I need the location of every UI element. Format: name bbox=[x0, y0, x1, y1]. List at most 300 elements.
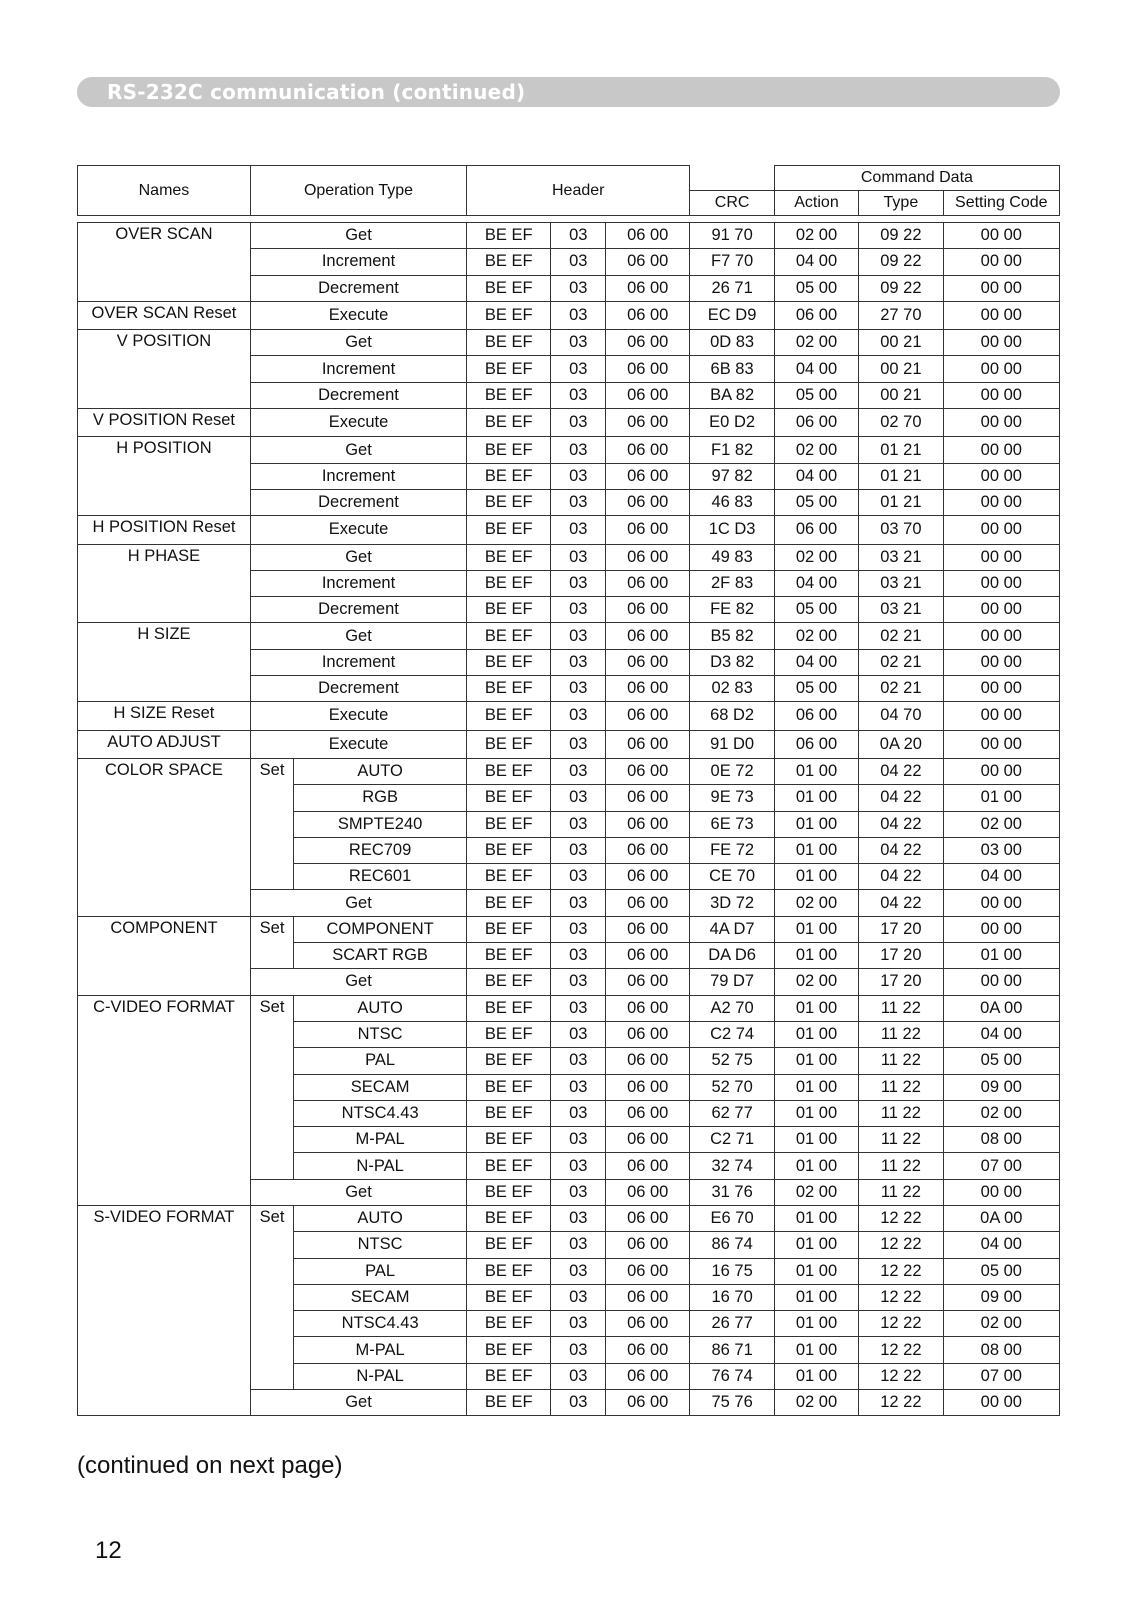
header-byte-2: 03 bbox=[551, 837, 606, 863]
type-value: 03 21 bbox=[859, 544, 943, 570]
setting-code-value: 00 00 bbox=[943, 702, 1059, 730]
setting-code-value: 00 00 bbox=[943, 437, 1059, 463]
action-value: 06 00 bbox=[774, 730, 858, 758]
header-byte-1: BE EF bbox=[467, 409, 551, 437]
action-value: 01 00 bbox=[774, 837, 858, 863]
header-byte-2: 03 bbox=[551, 437, 606, 463]
header-byte-3: 06 00 bbox=[606, 758, 690, 784]
setting-code-value: 00 00 bbox=[943, 570, 1059, 596]
header-byte-2: 03 bbox=[551, 223, 606, 249]
crc-value: 16 70 bbox=[690, 1284, 774, 1310]
crc-value: C2 74 bbox=[690, 1021, 774, 1047]
action-value: 06 00 bbox=[774, 516, 858, 544]
header-byte-3: 06 00 bbox=[606, 275, 690, 301]
operation-value: Get bbox=[250, 330, 466, 356]
setting-code-value: 02 00 bbox=[943, 1311, 1059, 1337]
header-byte-3: 06 00 bbox=[606, 702, 690, 730]
crc-value: 49 83 bbox=[690, 544, 774, 570]
crc-value: 76 74 bbox=[690, 1363, 774, 1389]
setting-code-value: 00 00 bbox=[943, 489, 1059, 515]
section-banner bbox=[77, 77, 1060, 107]
crc-value: 68 D2 bbox=[690, 702, 774, 730]
type-value: 11 22 bbox=[859, 1100, 943, 1126]
header-byte-1: BE EF bbox=[467, 1074, 551, 1100]
header-byte-3: 06 00 bbox=[606, 1048, 690, 1074]
operation-value: Get bbox=[250, 544, 466, 570]
header-byte-1: BE EF bbox=[467, 969, 551, 995]
header-byte-2: 03 bbox=[551, 570, 606, 596]
action-value: 01 00 bbox=[774, 916, 858, 942]
header-byte-1: BE EF bbox=[467, 811, 551, 837]
type-value: 11 22 bbox=[859, 1153, 943, 1179]
type-value: 12 22 bbox=[859, 1311, 943, 1337]
type-value: 01 21 bbox=[859, 463, 943, 489]
table-row bbox=[78, 437, 1060, 463]
table-row bbox=[78, 730, 1060, 758]
header-byte-1: BE EF bbox=[467, 1100, 551, 1126]
operation-value: Execute bbox=[250, 702, 466, 730]
operation-value: Execute bbox=[250, 730, 466, 758]
header-byte-2: 03 bbox=[551, 943, 606, 969]
row-name: S-VIDEO FORMAT bbox=[78, 1205, 251, 1415]
header-byte-1: BE EF bbox=[467, 702, 551, 730]
header-byte-3: 06 00 bbox=[606, 1021, 690, 1047]
header-command-data: Command Data bbox=[774, 166, 1059, 191]
operation-value: M-PAL bbox=[294, 1127, 467, 1153]
action-value: 01 00 bbox=[774, 864, 858, 890]
type-value: 12 22 bbox=[859, 1232, 943, 1258]
setting-code-value: 09 00 bbox=[943, 1074, 1059, 1100]
header-byte-1: BE EF bbox=[467, 301, 551, 329]
action-value: 01 00 bbox=[774, 995, 858, 1021]
header-byte-2: 03 bbox=[551, 489, 606, 515]
header-byte-1: BE EF bbox=[467, 649, 551, 675]
header-byte-3: 06 00 bbox=[606, 1284, 690, 1310]
action-value: 01 00 bbox=[774, 1127, 858, 1153]
header-byte-3: 06 00 bbox=[606, 570, 690, 596]
setting-code-value: 09 00 bbox=[943, 1284, 1059, 1310]
header-byte-3: 06 00 bbox=[606, 356, 690, 382]
table-row bbox=[78, 544, 1060, 570]
header-byte-3: 06 00 bbox=[606, 1337, 690, 1363]
header-byte-1: BE EF bbox=[467, 249, 551, 275]
header-byte-2: 03 bbox=[551, 1311, 606, 1337]
header-byte-2: 03 bbox=[551, 1074, 606, 1100]
operation-value: Decrement bbox=[250, 676, 466, 702]
header-byte-2: 03 bbox=[551, 969, 606, 995]
table-row bbox=[78, 301, 1060, 329]
type-value: 04 70 bbox=[859, 702, 943, 730]
type-value: 01 21 bbox=[859, 437, 943, 463]
header-byte-3: 06 00 bbox=[606, 943, 690, 969]
type-value: 00 21 bbox=[859, 382, 943, 408]
set-label: Set bbox=[250, 995, 293, 1179]
header-byte-2: 03 bbox=[551, 275, 606, 301]
header-action: Action bbox=[774, 191, 858, 216]
crc-value: C2 71 bbox=[690, 1127, 774, 1153]
type-value: 11 22 bbox=[859, 1048, 943, 1074]
setting-code-value: 02 00 bbox=[943, 1100, 1059, 1126]
crc-value: B5 82 bbox=[690, 623, 774, 649]
header-byte-3: 06 00 bbox=[606, 463, 690, 489]
action-value: 02 00 bbox=[774, 544, 858, 570]
header-byte-1: BE EF bbox=[467, 437, 551, 463]
header-byte-2: 03 bbox=[551, 1390, 606, 1416]
header-byte-2: 03 bbox=[551, 864, 606, 890]
crc-value: 86 71 bbox=[690, 1337, 774, 1363]
header-byte-3: 06 00 bbox=[606, 1074, 690, 1100]
setting-code-value: 00 00 bbox=[943, 275, 1059, 301]
header-byte-1: BE EF bbox=[467, 890, 551, 916]
action-value: 04 00 bbox=[774, 356, 858, 382]
type-value: 09 22 bbox=[859, 249, 943, 275]
crc-value: BA 82 bbox=[690, 382, 774, 408]
type-value: 12 22 bbox=[859, 1363, 943, 1389]
header-byte-3: 06 00 bbox=[606, 1232, 690, 1258]
operation-value: Execute bbox=[250, 516, 466, 544]
setting-code-value: 00 00 bbox=[943, 969, 1059, 995]
header-byte-3: 06 00 bbox=[606, 890, 690, 916]
type-value: 04 22 bbox=[859, 864, 943, 890]
operation-value: Get bbox=[250, 623, 466, 649]
crc-value: 2F 83 bbox=[690, 570, 774, 596]
header-byte-1: BE EF bbox=[467, 676, 551, 702]
type-value: 04 22 bbox=[859, 890, 943, 916]
setting-code-value: 00 00 bbox=[943, 409, 1059, 437]
header-byte-2: 03 bbox=[551, 516, 606, 544]
action-value: 01 00 bbox=[774, 811, 858, 837]
header-byte-1: BE EF bbox=[467, 995, 551, 1021]
row-name: V POSITION Reset bbox=[78, 409, 251, 437]
action-value: 01 00 bbox=[774, 1337, 858, 1363]
type-value: 02 21 bbox=[859, 676, 943, 702]
header-operation-type: Operation Type bbox=[250, 166, 466, 216]
header-byte-1: BE EF bbox=[467, 1232, 551, 1258]
crc-value: 0D 83 bbox=[690, 330, 774, 356]
type-value: 04 22 bbox=[859, 758, 943, 784]
crc-value: D3 82 bbox=[690, 649, 774, 675]
operation-value: SCART RGB bbox=[294, 943, 467, 969]
crc-value: A2 70 bbox=[690, 995, 774, 1021]
header-byte-2: 03 bbox=[551, 649, 606, 675]
header-byte-2: 03 bbox=[551, 330, 606, 356]
action-value: 04 00 bbox=[774, 649, 858, 675]
header-byte-1: BE EF bbox=[467, 1179, 551, 1205]
header-byte-3: 06 00 bbox=[606, 649, 690, 675]
header-byte-2: 03 bbox=[551, 1021, 606, 1047]
header-byte-1: BE EF bbox=[467, 570, 551, 596]
header-byte-1: BE EF bbox=[467, 489, 551, 515]
crc-value: 0E 72 bbox=[690, 758, 774, 784]
header-byte-2: 03 bbox=[551, 356, 606, 382]
header-byte-2: 03 bbox=[551, 1258, 606, 1284]
header-byte-1: BE EF bbox=[467, 1284, 551, 1310]
header-byte-1: BE EF bbox=[467, 1390, 551, 1416]
header-byte-1: BE EF bbox=[467, 758, 551, 784]
crc-value: 91 D0 bbox=[690, 730, 774, 758]
header-byte-1: BE EF bbox=[467, 1258, 551, 1284]
row-name: C-VIDEO FORMAT bbox=[78, 995, 251, 1205]
header-byte-3: 06 00 bbox=[606, 489, 690, 515]
action-value: 02 00 bbox=[774, 623, 858, 649]
header-byte-3: 06 00 bbox=[606, 969, 690, 995]
setting-code-value: 01 00 bbox=[943, 943, 1059, 969]
crc-value: FE 82 bbox=[690, 597, 774, 623]
header-byte-2: 03 bbox=[551, 1205, 606, 1231]
setting-code-value: 00 00 bbox=[943, 730, 1059, 758]
header-byte-1: BE EF bbox=[467, 785, 551, 811]
row-name: H POSITION bbox=[78, 437, 251, 516]
crc-value: 86 74 bbox=[690, 1232, 774, 1258]
page-number: 12 bbox=[95, 1537, 122, 1564]
crc-value: 4A D7 bbox=[690, 916, 774, 942]
table-row bbox=[78, 702, 1060, 730]
header-byte-3: 06 00 bbox=[606, 382, 690, 408]
header-byte-3: 06 00 bbox=[606, 1100, 690, 1126]
crc-value: E6 70 bbox=[690, 1205, 774, 1231]
header-byte-3: 06 00 bbox=[606, 837, 690, 863]
row-name: H PHASE bbox=[78, 544, 251, 623]
setting-code-value: 00 00 bbox=[943, 223, 1059, 249]
crc-value: CE 70 bbox=[690, 864, 774, 890]
type-value: 09 22 bbox=[859, 275, 943, 301]
operation-value: Get bbox=[250, 890, 466, 916]
command-table-body bbox=[78, 223, 1060, 1416]
header-byte-1: BE EF bbox=[467, 275, 551, 301]
operation-value: Decrement bbox=[250, 382, 466, 408]
setting-code-value: 00 00 bbox=[943, 916, 1059, 942]
header-setting-code: Setting Code bbox=[943, 191, 1059, 216]
action-value: 05 00 bbox=[774, 382, 858, 408]
row-name: OVER SCAN Reset bbox=[78, 301, 251, 329]
header-byte-3: 06 00 bbox=[606, 544, 690, 570]
type-value: 03 70 bbox=[859, 516, 943, 544]
header-byte-3: 06 00 bbox=[606, 676, 690, 702]
operation-value: Get bbox=[250, 1390, 466, 1416]
setting-code-value: 04 00 bbox=[943, 864, 1059, 890]
action-value: 05 00 bbox=[774, 597, 858, 623]
crc-value: 52 75 bbox=[690, 1048, 774, 1074]
operation-value: Execute bbox=[250, 301, 466, 329]
row-name: H SIZE Reset bbox=[78, 702, 251, 730]
header-byte-3: 06 00 bbox=[606, 1205, 690, 1231]
header-byte-1: BE EF bbox=[467, 623, 551, 649]
header-byte-3: 06 00 bbox=[606, 301, 690, 329]
operation-value: REC709 bbox=[294, 837, 467, 863]
type-value: 11 22 bbox=[859, 1179, 943, 1205]
operation-value: PAL bbox=[294, 1258, 467, 1284]
header-byte-3: 06 00 bbox=[606, 811, 690, 837]
action-value: 02 00 bbox=[774, 969, 858, 995]
header-byte-3: 06 00 bbox=[606, 409, 690, 437]
type-value: 11 22 bbox=[859, 1127, 943, 1153]
setting-code-value: 00 00 bbox=[943, 1179, 1059, 1205]
action-value: 01 00 bbox=[774, 1284, 858, 1310]
setting-code-value: 07 00 bbox=[943, 1363, 1059, 1389]
operation-value: AUTO bbox=[294, 995, 467, 1021]
setting-code-value: 08 00 bbox=[943, 1337, 1059, 1363]
header-byte-3: 06 00 bbox=[606, 785, 690, 811]
operation-value: M-PAL bbox=[294, 1337, 467, 1363]
action-value: 02 00 bbox=[774, 223, 858, 249]
operation-value: REC601 bbox=[294, 864, 467, 890]
header-byte-2: 03 bbox=[551, 1153, 606, 1179]
action-value: 01 00 bbox=[774, 1021, 858, 1047]
action-value: 06 00 bbox=[774, 702, 858, 730]
header-byte-2: 03 bbox=[551, 916, 606, 942]
operation-value: AUTO bbox=[294, 758, 467, 784]
setting-code-value: 00 00 bbox=[943, 516, 1059, 544]
set-label: Set bbox=[250, 758, 293, 889]
header-byte-2: 03 bbox=[551, 463, 606, 489]
header-byte-1: BE EF bbox=[467, 1363, 551, 1389]
continued-note: (continued on next page) bbox=[77, 1452, 343, 1479]
header-byte-1: BE EF bbox=[467, 1021, 551, 1047]
header-byte-3: 06 00 bbox=[606, 1153, 690, 1179]
operation-value: N-PAL bbox=[294, 1153, 467, 1179]
setting-code-value: 05 00 bbox=[943, 1048, 1059, 1074]
action-value: 04 00 bbox=[774, 249, 858, 275]
row-name: COMPONENT bbox=[78, 916, 251, 995]
setting-code-value: 03 00 bbox=[943, 837, 1059, 863]
header-crc: CRC bbox=[690, 191, 774, 216]
setting-code-value: 00 00 bbox=[943, 890, 1059, 916]
header-byte-1: BE EF bbox=[467, 597, 551, 623]
type-value: 02 21 bbox=[859, 623, 943, 649]
operation-value: Decrement bbox=[250, 489, 466, 515]
operation-value: Get bbox=[250, 1179, 466, 1205]
table-row bbox=[78, 995, 1060, 1021]
crc-value: 6B 83 bbox=[690, 356, 774, 382]
action-value: 06 00 bbox=[774, 409, 858, 437]
setting-code-value: 07 00 bbox=[943, 1153, 1059, 1179]
crc-value: 02 83 bbox=[690, 676, 774, 702]
header-byte-3: 06 00 bbox=[606, 330, 690, 356]
action-value: 02 00 bbox=[774, 1179, 858, 1205]
operation-value: RGB bbox=[294, 785, 467, 811]
setting-code-value: 00 00 bbox=[943, 676, 1059, 702]
row-name: H SIZE bbox=[78, 623, 251, 702]
operation-value: Get bbox=[250, 223, 466, 249]
setting-code-value: 00 00 bbox=[943, 463, 1059, 489]
row-name: OVER SCAN bbox=[78, 223, 251, 302]
operation-value: SMPTE240 bbox=[294, 811, 467, 837]
setting-code-value: 05 00 bbox=[943, 1258, 1059, 1284]
row-name: V POSITION bbox=[78, 330, 251, 409]
table-row bbox=[78, 516, 1060, 544]
action-value: 06 00 bbox=[774, 301, 858, 329]
type-value: 17 20 bbox=[859, 916, 943, 942]
header-byte-1: BE EF bbox=[467, 1048, 551, 1074]
type-value: 12 22 bbox=[859, 1258, 943, 1284]
header-byte-2: 03 bbox=[551, 676, 606, 702]
crc-value: 3D 72 bbox=[690, 890, 774, 916]
header-byte-2: 03 bbox=[551, 1127, 606, 1153]
header-byte-1: BE EF bbox=[467, 916, 551, 942]
header-byte-1: BE EF bbox=[467, 382, 551, 408]
setting-code-value: 04 00 bbox=[943, 1021, 1059, 1047]
type-value: 02 21 bbox=[859, 649, 943, 675]
action-value: 01 00 bbox=[774, 758, 858, 784]
header-byte-1: BE EF bbox=[467, 516, 551, 544]
header-byte-1: BE EF bbox=[467, 1337, 551, 1363]
table-row bbox=[78, 623, 1060, 649]
type-value: 04 22 bbox=[859, 811, 943, 837]
table-row bbox=[78, 1205, 1060, 1231]
header-byte-2: 03 bbox=[551, 1179, 606, 1205]
operation-value: Get bbox=[250, 969, 466, 995]
header-header: Header bbox=[467, 166, 690, 216]
table-row bbox=[78, 330, 1060, 356]
operation-value: Increment bbox=[250, 570, 466, 596]
action-value: 05 00 bbox=[774, 489, 858, 515]
type-value: 12 22 bbox=[859, 1284, 943, 1310]
header-byte-1: BE EF bbox=[467, 730, 551, 758]
action-value: 04 00 bbox=[774, 463, 858, 489]
setting-code-value: 00 00 bbox=[943, 382, 1059, 408]
action-value: 01 00 bbox=[774, 1258, 858, 1284]
action-value: 02 00 bbox=[774, 1390, 858, 1416]
action-value: 05 00 bbox=[774, 676, 858, 702]
header-byte-1: BE EF bbox=[467, 943, 551, 969]
operation-value: Decrement bbox=[250, 275, 466, 301]
type-value: 11 22 bbox=[859, 1021, 943, 1047]
action-value: 01 00 bbox=[774, 1311, 858, 1337]
command-table bbox=[77, 165, 1060, 1416]
header-type: Type bbox=[859, 191, 943, 216]
header-byte-2: 03 bbox=[551, 382, 606, 408]
action-value: 01 00 bbox=[774, 1153, 858, 1179]
type-value: 00 21 bbox=[859, 330, 943, 356]
row-name: COLOR SPACE bbox=[78, 758, 251, 916]
setting-code-value: 00 00 bbox=[943, 1390, 1059, 1416]
header-byte-3: 06 00 bbox=[606, 1258, 690, 1284]
operation-value: NTSC4.43 bbox=[294, 1100, 467, 1126]
action-value: 01 00 bbox=[774, 1363, 858, 1389]
operation-value: Increment bbox=[250, 649, 466, 675]
crc-value: F7 70 bbox=[690, 249, 774, 275]
table-row bbox=[78, 758, 1060, 784]
type-value: 27 70 bbox=[859, 301, 943, 329]
crc-value: 9E 73 bbox=[690, 785, 774, 811]
header-byte-2: 03 bbox=[551, 301, 606, 329]
header-byte-2: 03 bbox=[551, 1048, 606, 1074]
header-byte-3: 06 00 bbox=[606, 995, 690, 1021]
type-value: 0A 20 bbox=[859, 730, 943, 758]
operation-value: SECAM bbox=[294, 1074, 467, 1100]
crc-value: 52 70 bbox=[690, 1074, 774, 1100]
operation-value: PAL bbox=[294, 1048, 467, 1074]
type-value: 12 22 bbox=[859, 1205, 943, 1231]
header-byte-2: 03 bbox=[551, 1337, 606, 1363]
setting-code-value: 00 00 bbox=[943, 623, 1059, 649]
setting-code-value: 00 00 bbox=[943, 544, 1059, 570]
crc-value: F1 82 bbox=[690, 437, 774, 463]
operation-value: Increment bbox=[250, 249, 466, 275]
operation-value: AUTO bbox=[294, 1205, 467, 1231]
setting-code-value: 00 00 bbox=[943, 356, 1059, 382]
action-value: 01 00 bbox=[774, 1232, 858, 1258]
setting-code-value: 00 00 bbox=[943, 249, 1059, 275]
setting-code-value: 08 00 bbox=[943, 1127, 1059, 1153]
header-byte-1: BE EF bbox=[467, 1127, 551, 1153]
action-value: 01 00 bbox=[774, 943, 858, 969]
crc-value: 97 82 bbox=[690, 463, 774, 489]
header-byte-2: 03 bbox=[551, 785, 606, 811]
set-label: Set bbox=[250, 1205, 293, 1389]
action-value: 01 00 bbox=[774, 1205, 858, 1231]
header-byte-2: 03 bbox=[551, 758, 606, 784]
